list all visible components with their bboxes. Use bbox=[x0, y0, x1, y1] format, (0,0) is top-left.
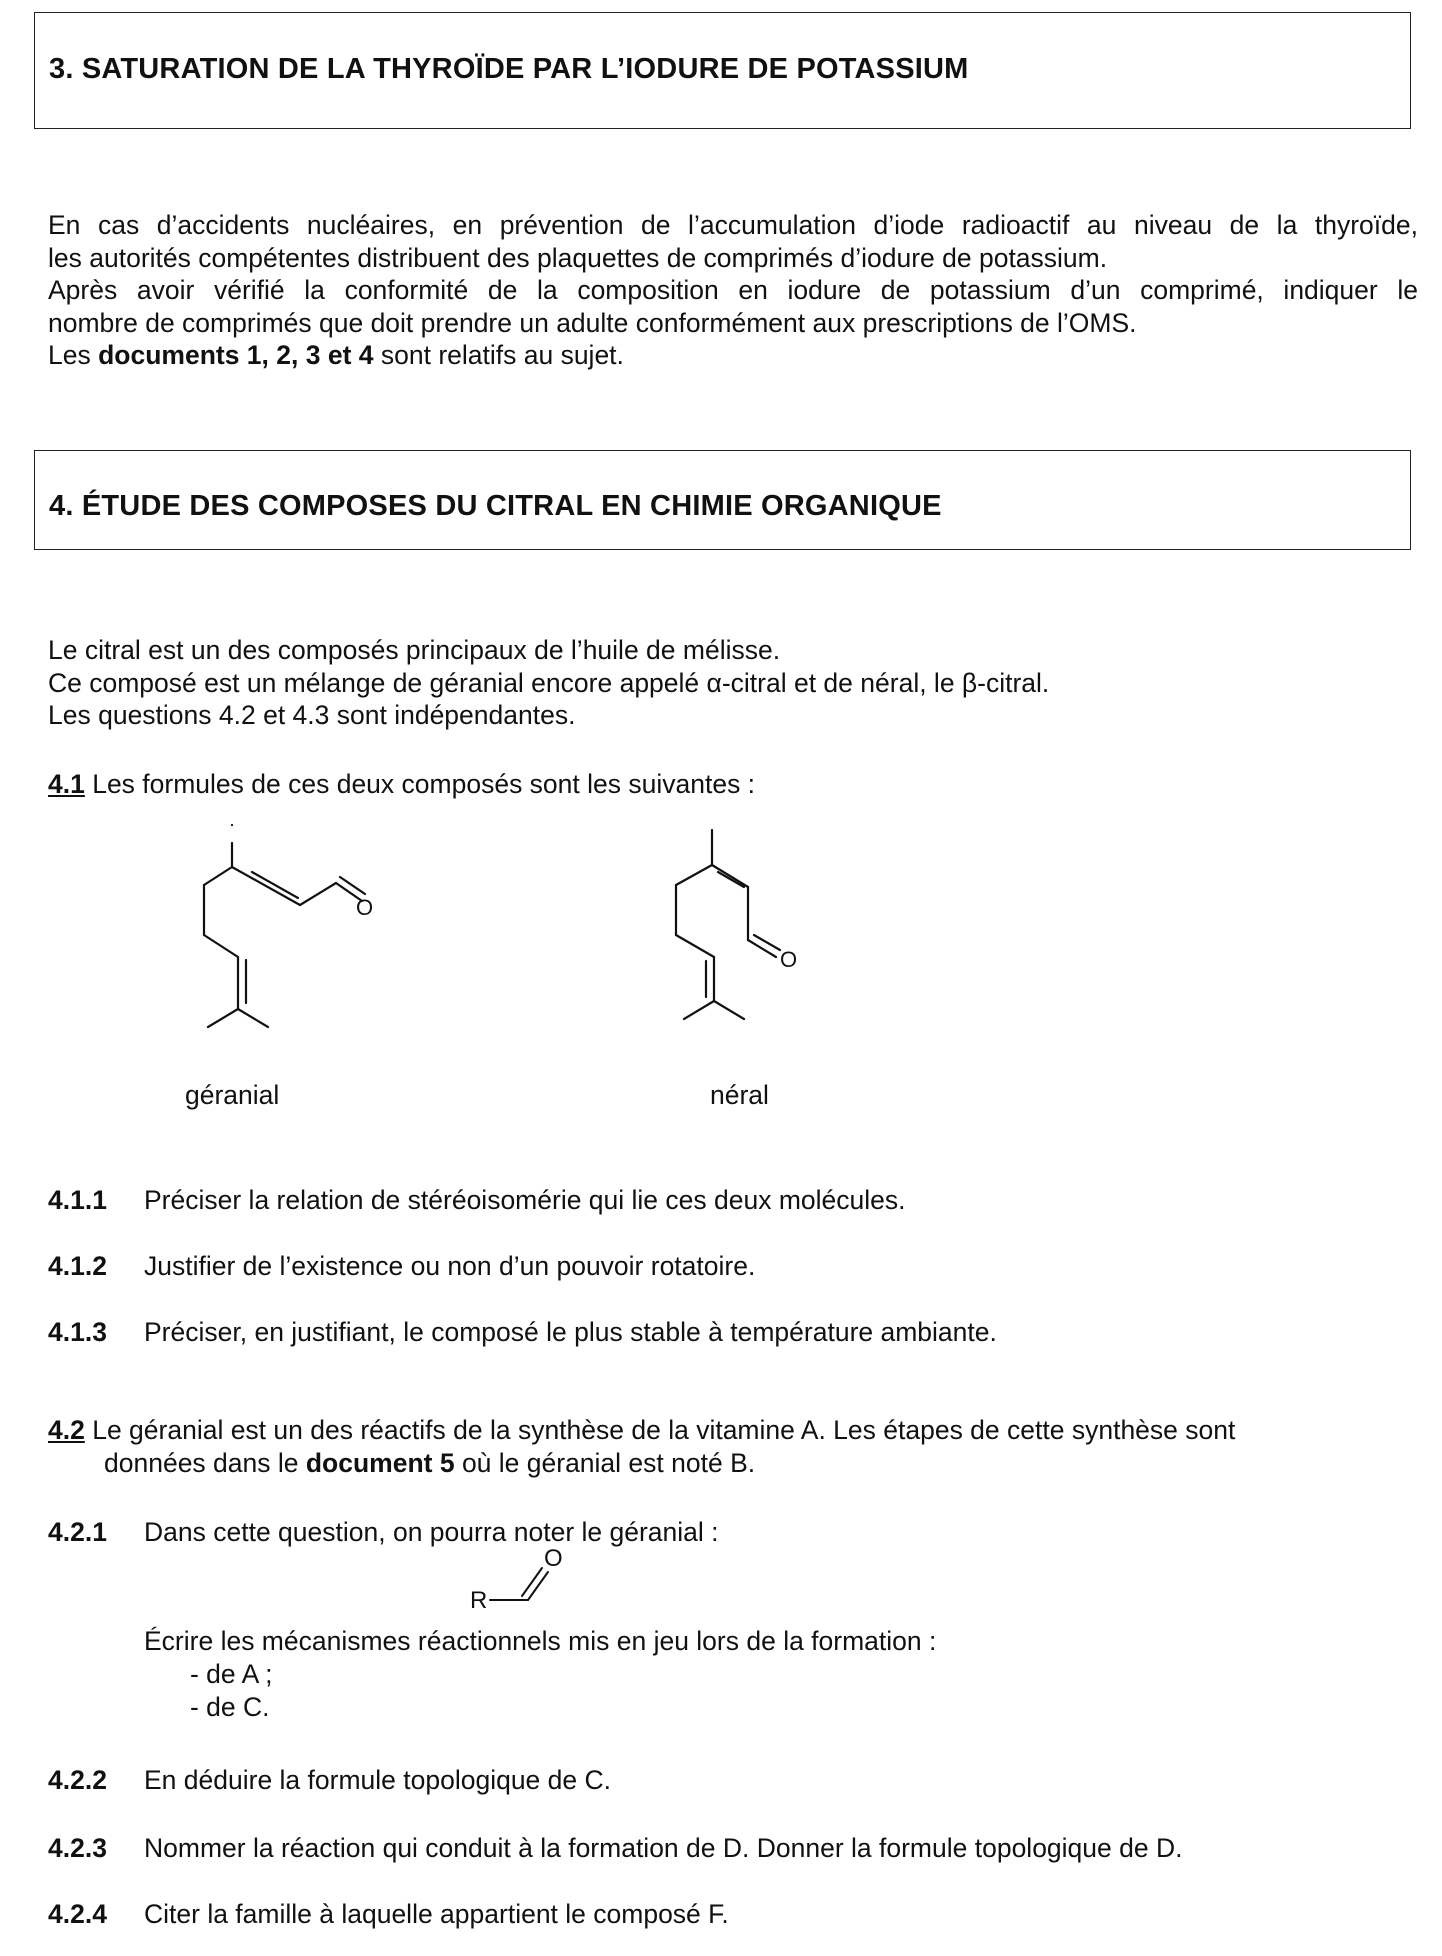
question-4-1-3-number: 4.1.3 bbox=[48, 1317, 107, 1347]
section3-line1: En cas d’accidents nucléaires, en prévention de l’accumulation d’iode radioactif au niveau de la thyroïde, bbox=[48, 210, 1418, 240]
section3-line2: les autorités compétentes distribuent des plaquettes de comprimés d’iodure de potassium. bbox=[48, 242, 1108, 273]
documents-reference: documents 1, 2, 3 et 4 bbox=[98, 340, 374, 370]
section4-intro bbox=[48, 634, 1049, 732]
section3-paragraph bbox=[48, 209, 1418, 372]
question-4-1 bbox=[48, 768, 755, 801]
question-4-2-2-text: En déduire la formule topologique de C. bbox=[144, 1765, 611, 1795]
aldehyde-r-structure bbox=[470, 1544, 590, 1624]
section3-line4: nombre de comprimés que doit prendre un adulte conformément aux prescriptions de l’OMS. bbox=[48, 307, 1137, 338]
geranial-label: géranial bbox=[185, 1080, 280, 1110]
question-4-2-1-line2: Écrire les mécanismes réactionnels mis en jeu lors de la formation : bbox=[144, 1626, 937, 1656]
question-4-2-1 bbox=[48, 1516, 1348, 1726]
geranial-structure bbox=[200, 825, 460, 1025]
question-4-1-number: 4.1 bbox=[48, 769, 85, 799]
question-4-2-line1 bbox=[48, 1414, 1235, 1447]
question-4-1-2-number: 4.1.2 bbox=[48, 1251, 107, 1281]
question-4-2-4-text: Citer la famille à laquelle appartient le composé F. bbox=[144, 1899, 729, 1929]
geranial-oxygen-label: O bbox=[356, 895, 374, 920]
section3-line3: Après avoir vérifié la conformité de la composition en iodure de potassium d’un comprimé, indiquer le bbox=[48, 275, 1418, 305]
document-5-reference: document 5 bbox=[305, 1448, 455, 1478]
r-group-label: R bbox=[470, 1587, 488, 1614]
section3-line5-c: sont relatifs au sujet. bbox=[373, 340, 624, 370]
section3-title: 3. SATURATION DE LA THYROÏDE PAR L’IODURE DE POTASSIUM bbox=[49, 53, 969, 85]
neral-label: néral bbox=[710, 1080, 769, 1110]
question-4-1-1-number: 4.1.1 bbox=[48, 1185, 107, 1215]
question-4-2-line2 bbox=[48, 1447, 1235, 1480]
question-4-1-2-text: Justifier de l’existence ou non d’un pouvoir rotatoire. bbox=[144, 1251, 756, 1281]
question-4-2-text-line1: Le géranial est un des réactifs de la synthèse de la vitamine A. Les étapes de cette synthèse sont bbox=[84, 1415, 1236, 1445]
question-4-1-1-text: Préciser la relation de stéréoisomérie qui lie ces deux molécules. bbox=[144, 1185, 906, 1215]
section3-line5 bbox=[48, 339, 1418, 372]
question-4-2-line2-c: où le géranial est noté B. bbox=[454, 1448, 756, 1478]
question-4-2-1-item-c: - de C. bbox=[190, 1692, 270, 1722]
section4-header-box bbox=[34, 450, 1411, 550]
question-4-2-number: 4.2 bbox=[48, 1415, 85, 1445]
section4-title: 4. ÉTUDE DES COMPOSES DU CITRAL EN CHIMIE ORGANIQUE bbox=[49, 490, 942, 522]
intro-line3: Les questions 4.2 et 4.3 sont indépendantes. bbox=[48, 700, 576, 730]
question-4-2-3-number: 4.2.3 bbox=[48, 1833, 107, 1863]
question-4-2-1-text: Dans cette question, on pourra noter le géranial : bbox=[144, 1517, 719, 1547]
neral-oxygen-label: O bbox=[780, 947, 798, 972]
question-4-2-2-number: 4.2.2 bbox=[48, 1765, 107, 1795]
question-4-2-1-item-a: - de A ; bbox=[190, 1659, 273, 1689]
question-4-2-4-number: 4.2.4 bbox=[48, 1899, 107, 1929]
section3-line5-a: Les bbox=[48, 340, 99, 370]
neral-structure bbox=[672, 825, 932, 1025]
question-4-2-3-text: Nommer la réaction qui conduit à la formation de D. Donner la formule topologique de D. bbox=[144, 1833, 1183, 1863]
intro-line2: Ce composé est un mélange de géranial encore appelé α-citral et de néral, le β-citral. bbox=[48, 667, 1050, 698]
intro-line1: Le citral est un des composés principaux de l’huile de mélisse. bbox=[48, 635, 781, 665]
question-4-2 bbox=[48, 1414, 1235, 1480]
section3-header-box bbox=[34, 12, 1411, 129]
question-4-2-line2-a: données dans le bbox=[104, 1448, 306, 1478]
question-4-1-3-text: Préciser, en justifiant, le composé le plus stable à température ambiante. bbox=[144, 1317, 997, 1347]
question-4-2-1-number: 4.2.1 bbox=[48, 1517, 107, 1547]
question-4-1-text: Les formules de ces deux composés sont les suivantes : bbox=[84, 769, 756, 799]
aldehyde-oxygen-label: O bbox=[544, 1545, 563, 1572]
